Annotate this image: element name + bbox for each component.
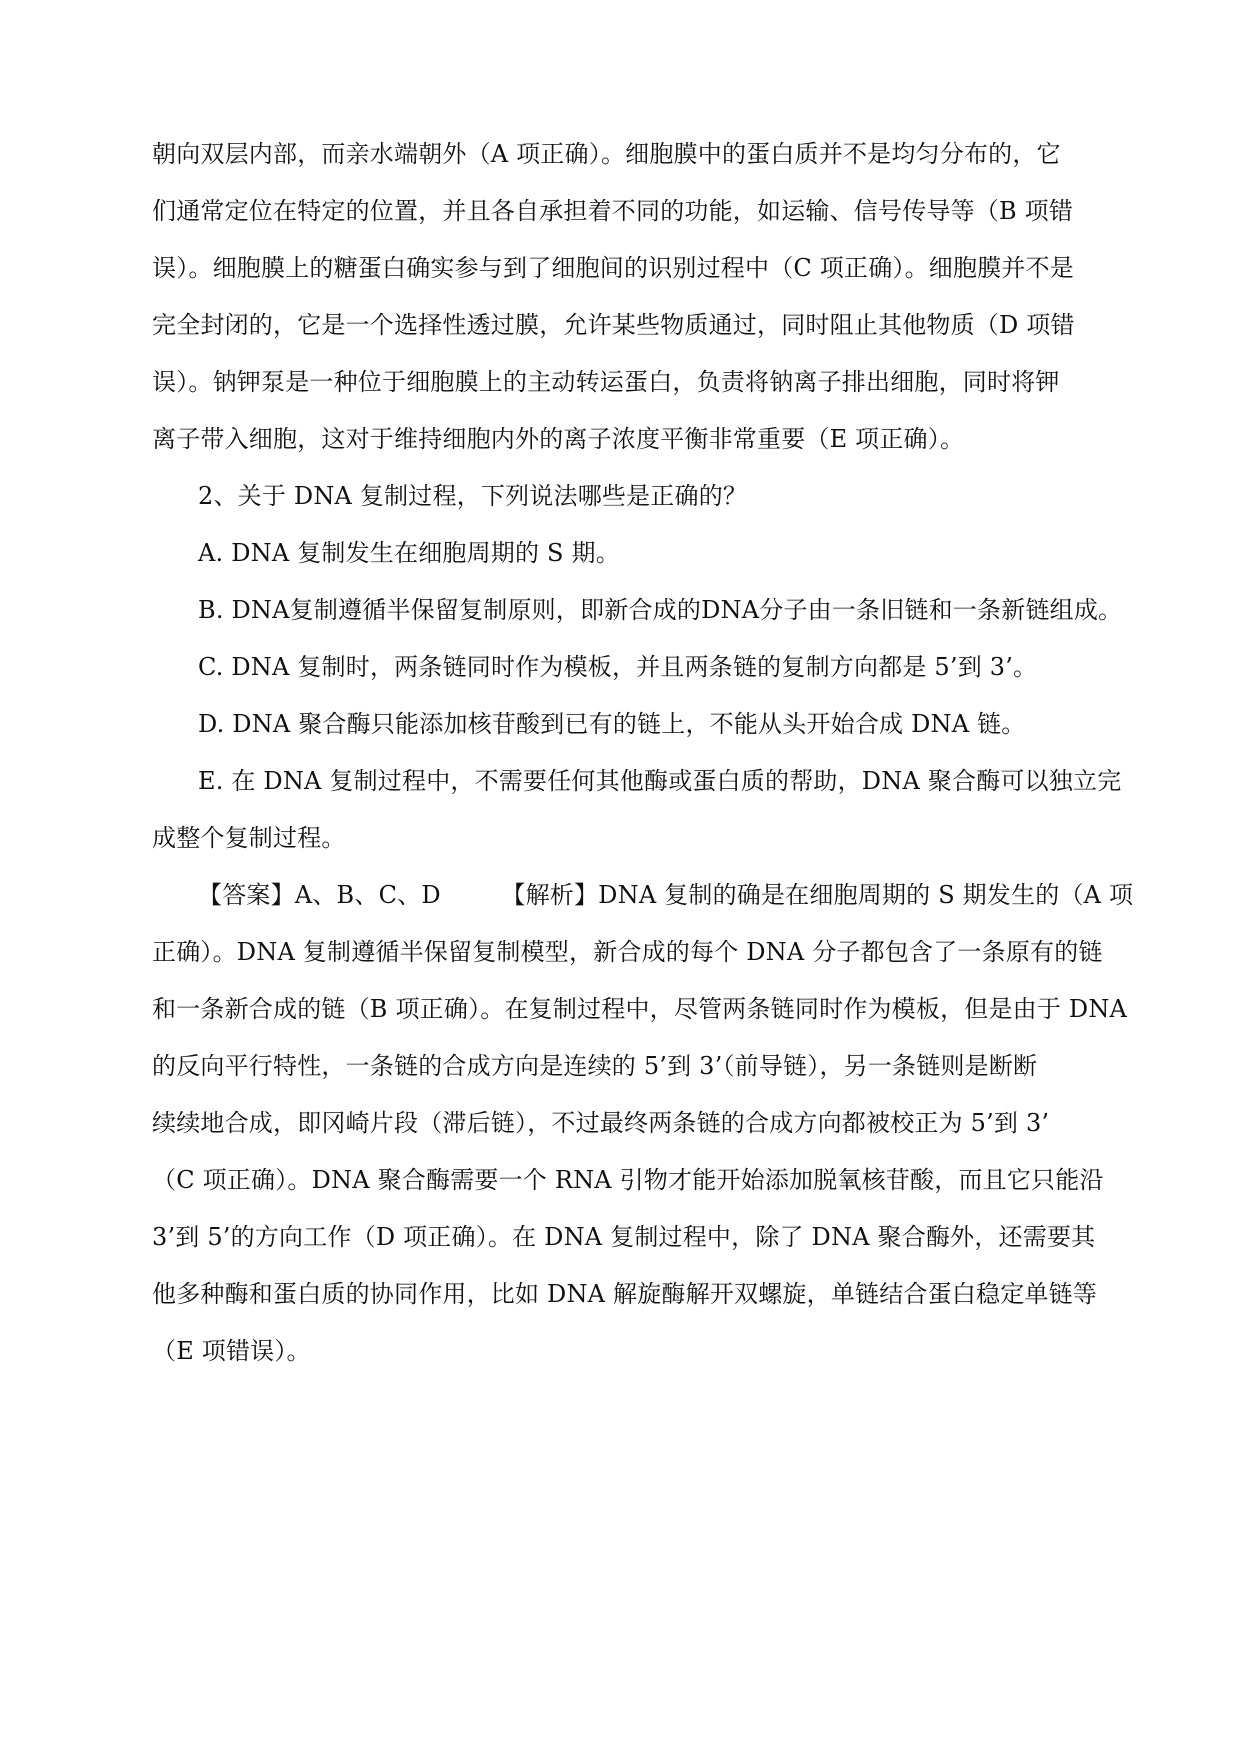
text-line: 他多种酶和蛋白质的协同作用，比如 DNA 解旋酶解开双螺旋，单链结合蛋白稳定单链等 [152,1280,1098,1308]
text-line: 完全封闭的，它是一个选择性透过膜，允许某些物质通过，同时阻止其他物质（D 项错 [152,311,1075,339]
option-c: C. DNA 复制时，两条链同时作为模板，并且两条链的复制方向都是 5’到 3’。 [198,653,1038,681]
text-line: 的反向平行特性，一条链的合成方向是连续的 5’到 3’（前导链），另一条链则是断断 [152,1052,1038,1080]
text-line: 3’到 5’的方向工作（D 项正确）。在 DNA 复制过程中，除了 DNA 聚合酶外，还需要其 [152,1223,1096,1251]
text-line: 和一条新合成的链（B 项正确）。在复制过程中，尽管两条链同时作为模板，但是由于 DNA [152,995,1128,1023]
text-line: 离子带入细胞，这对于维持细胞内外的离子浓度平衡非常重要（E 项正确）。 [152,425,965,453]
text-line: （C 项正确）。DNA 聚合酶需要一个 RNA 引物才能开始添加脱氧核苷酸，而且它只能沿 [152,1166,1104,1194]
question-title: 2、关于 DNA 复制过程，下列说法哪些是正确的？ [198,482,748,510]
text-line: （E 项错误）。 [152,1337,311,1365]
text-line: 误）。细胞膜上的糖蛋白确实参与到了细胞间的识别过程中（C 项正确）。细胞膜并不是 [152,254,1074,282]
text-line: 朝向双层内部，而亲水端朝外（A 项正确）。细胞膜中的蛋白质并不是均匀分布的，它 [152,140,1061,168]
option-e: E. 在 DNA 复制过程中，不需要任何其他酶或蛋白质的帮助，DNA 聚合酶可以独立完 [198,767,1122,795]
text-line: 续续地合成，即冈崎片段（滞后链），不过最终两条链的合成方向都被校正为 5’到 3’ [152,1109,1050,1137]
option-e-continued: 成整个复制过程。 [152,824,346,852]
option-b: B. DNA复制遵循半保留复制原则，即新合成的DNA分子由一条旧链和一条新链组成。 [198,596,1123,624]
answer-analysis: 【答案】A、B、C、D 【解析】DNA 复制的确是在细胞周期的 S 期发生的（A 项 [198,881,1134,909]
text-line: 误）。钠钾泵是一种位于细胞膜上的主动转运蛋白，负责将钠离子排出细胞，同时将钾 [152,368,1060,396]
text-line: 正确）。DNA 复制遵循半保留复制模型，新合成的每个 DNA 分子都包含了一条原有的链 [152,938,1103,966]
option-d: D. DNA 聚合酶只能添加核苷酸到已有的链上，不能从头开始合成 DNA 链。 [198,710,1026,738]
text-line: 们通常定位在特定的位置，并且各自承担着不同的功能，如运输、信号传导等（B 项错 [152,197,1074,225]
option-a: A. DNA 复制发生在细胞周期的 S 期。 [198,539,620,567]
